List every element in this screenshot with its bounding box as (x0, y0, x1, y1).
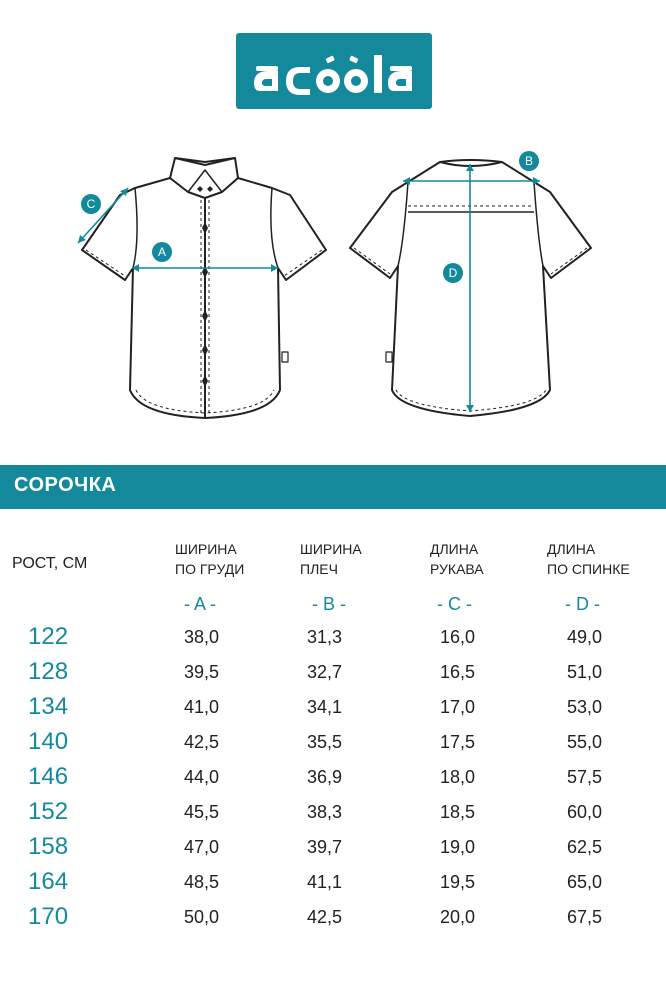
column-header-line2: ПЛЕЧ (300, 561, 338, 577)
brand-logo-mark (236, 33, 432, 109)
chest-cell: 39,5 (184, 662, 220, 682)
height-column-header: РОСТ, СМ (12, 555, 88, 572)
marker-a-label: A (157, 245, 167, 259)
sleeve-cell: 18,0 (440, 767, 476, 787)
chest-cell: 47,0 (184, 837, 220, 857)
column-header-line2: ПО ГРУДИ (175, 561, 245, 577)
back-length-cell: 65,0 (567, 872, 603, 892)
shirt-diagram-svg (0, 140, 666, 440)
shoulder-cell: 36,9 (307, 767, 343, 787)
column-header-line2: РУКАВА (430, 561, 484, 577)
back-length-cell: 55,0 (567, 732, 603, 752)
sleeve-cell: 19,5 (440, 872, 476, 892)
shirt-diagrams (0, 140, 666, 440)
back-length-cell: 49,0 (567, 627, 603, 647)
height-cell: 164 (28, 868, 69, 895)
height-cell: 170 (28, 903, 69, 930)
column-header-line1: ДЛИНА (430, 541, 479, 557)
chest-cell: 38,0 (184, 627, 220, 647)
table-row (0, 760, 666, 795)
sleeve-cell: 20,0 (440, 907, 476, 927)
height-cell: 146 (28, 763, 69, 790)
column-header-line1: ДЛИНА (547, 541, 596, 557)
shoulder-cell: 41,1 (307, 872, 343, 892)
chest-cell: 45,5 (184, 802, 220, 822)
height-cell: 140 (28, 728, 69, 755)
table-row (0, 830, 666, 865)
height-cell: 152 (28, 798, 69, 825)
marker-d-label: D (448, 266, 458, 280)
chest-cell: 41,0 (184, 697, 220, 717)
shoulder-cell: 31,3 (307, 627, 343, 647)
column-code-a: - A - (184, 594, 217, 614)
sleeve-cell: 19,0 (440, 837, 476, 857)
back-length-cell: 51,0 (567, 662, 603, 682)
brand-logo (236, 33, 432, 109)
column-header-line1: ШИРИНА (175, 541, 237, 557)
chest-cell: 42,5 (184, 732, 220, 752)
chest-cell: 48,5 (184, 872, 220, 892)
height-cell: 134 (28, 693, 69, 720)
back-length-cell: 62,5 (567, 837, 603, 857)
sleeve-cell: 17,0 (440, 697, 476, 717)
height-cell: 128 (28, 658, 69, 685)
table-row (0, 620, 666, 655)
sleeve-cell: 16,5 (440, 662, 476, 682)
height-cell: 158 (28, 833, 69, 860)
table-row (0, 865, 666, 900)
table-row (0, 655, 666, 690)
column-header-a (175, 539, 244, 579)
height-cell: 122 (28, 623, 69, 650)
shoulder-cell: 35,5 (307, 732, 343, 752)
column-header-c (430, 539, 484, 579)
size-table (0, 620, 666, 935)
column-header-b (300, 539, 362, 579)
marker-b-label: B (524, 154, 534, 168)
sleeve-cell: 18,5 (440, 802, 476, 822)
column-code-c: - C - (437, 594, 472, 614)
table-row (0, 795, 666, 830)
chest-cell: 44,0 (184, 767, 220, 787)
table-row (0, 690, 666, 725)
table-row (0, 725, 666, 760)
sleeve-cell: 16,0 (440, 627, 476, 647)
shoulder-cell: 39,7 (307, 837, 343, 857)
column-header-d (547, 539, 630, 579)
back-length-cell: 57,5 (567, 767, 603, 787)
shoulder-cell: 34,1 (307, 697, 343, 717)
shoulder-cell: 42,5 (307, 907, 343, 927)
column-code-b: - B - (312, 594, 346, 614)
section-title: СОРОЧКА (14, 474, 117, 496)
back-length-cell: 53,0 (567, 697, 603, 717)
shoulder-cell: 38,3 (307, 802, 343, 822)
chest-cell: 50,0 (184, 907, 220, 927)
column-header-line2: ПО СПИНКЕ (547, 561, 630, 577)
marker-c-label: C (86, 197, 96, 211)
column-header-line1: ШИРИНА (300, 541, 362, 557)
back-length-cell: 60,0 (567, 802, 603, 822)
back-length-cell: 67,5 (567, 907, 603, 927)
sleeve-cell: 17,5 (440, 732, 476, 752)
column-code-d: - D - (565, 594, 600, 614)
shoulder-cell: 32,7 (307, 662, 343, 682)
table-row (0, 900, 666, 935)
section-title-bar (0, 465, 666, 509)
